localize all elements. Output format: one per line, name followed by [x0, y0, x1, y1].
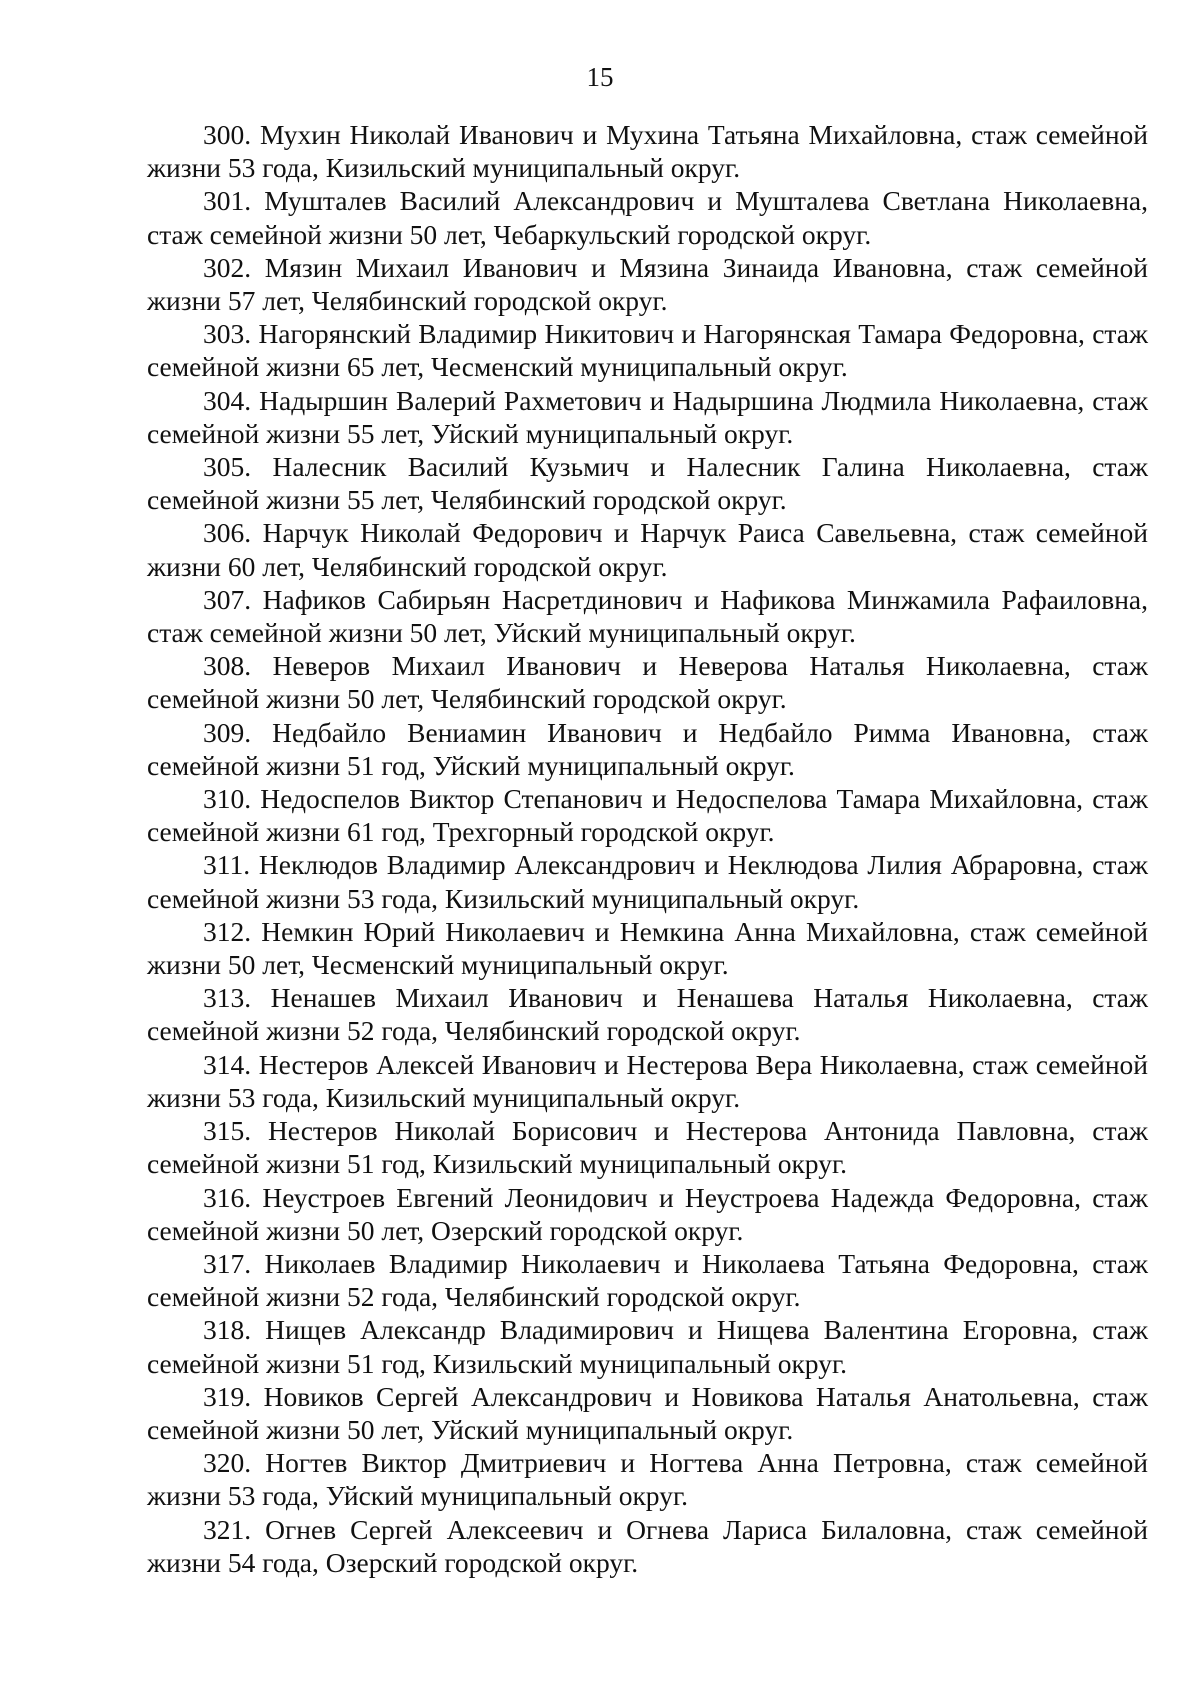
list-item: 303. Нагорянский Владимир Никитович и Нагорянская Тамара Федоровна, стаж семейной жизни 65 лет, Чесменский муниципальный округ.	[147, 318, 1148, 383]
list-item: 319. Новиков Сергей Александрович и Новикова Наталья Анатольевна, стаж семейной жизни 50 лет, Уйский муниципальный округ.	[147, 1380, 1148, 1445]
list-item: 320. Ногтев Виктор Дмитриевич и Ногтева Анна Петровна, стаж семейной жизни 53 года, Уйский муниципальный округ.	[147, 1447, 1148, 1512]
page-number: 15	[586, 62, 614, 92]
list-item: 321. Огнев Сергей Алексеевич и Огнева Лариса Билаловна, стаж семейной жизни 54 года, Озерский городской округ.	[147, 1513, 1148, 1578]
list-item: 306. Нарчук Николай Федорович и Нарчук Раиса Савельевна, стаж семейной жизни 60 лет, Челябинский городской округ.	[147, 517, 1148, 582]
list-item: 309. Недбайло Вениамин Иванович и Недбайло Римма Ивановна, стаж семейной жизни 51 год, Уйский муниципальный округ.	[147, 716, 1148, 781]
list-item: 318. Нищев Александр Владимирович и Нищева Валентина Егоровна, стаж семейной жизни 51 год, Кизильский муниципальный округ.	[147, 1314, 1148, 1379]
list-item: 302. Мязин Михаил Иванович и Мязина Зинаида Ивановна, стаж семейной жизни 57 лет, Челябинский городской округ.	[147, 251, 1148, 317]
list-item: 312. Немкин Юрий Николаевич и Немкина Анна Михайловна, стаж семейной жизни 50 лет, Чесменский муниципальный округ.	[147, 915, 1148, 981]
list-item: 301. Мушталев Василий Александрович и Мушталева Светлана Николаевна, стаж семейной жизни 50 лет, Чебаркульский городской округ.	[147, 185, 1148, 250]
list-item: 307. Нафиков Сабирьян Насретдинович и Нафикова Минжамила Рафаиловна, стаж семейной жизни 50 лет, Уйский муниципальный округ.	[147, 583, 1148, 649]
list-item: 310. Недоспелов Виктор Степанович и Недоспелова Тамара Михайловна, стаж семейной жизни 61 год, Трехгорный городской округ.	[147, 783, 1148, 848]
list-item: 315. Нестеров Николай Борисович и Нестерова Антонида Павловна, стаж семейной жизни 51 год, Кизильский муниципальный округ.	[147, 1115, 1148, 1180]
list-item: 300. Мухин Николай Иванович и Мухина Татьяна Михайловна, стаж семейной жизни 53 года, Кизильский муниципальный округ.	[147, 119, 1148, 184]
list-item: 308. Неверов Михаил Иванович и Неверова Наталья Николаевна, стаж семейной жизни 50 лет, Челябинский городской округ.	[147, 650, 1148, 715]
list-item: 317. Николаев Владимир Николаевич и Николаева Татьяна Федоровна, стаж семейной жизни 52 года, Челябинский городской округ.	[147, 1247, 1148, 1313]
list-item: 311. Неклюдов Владимир Александрович и Неклюдова Лилия Абраровна, стаж семейной жизни 53 года, Кизильский муниципальный округ.	[147, 849, 1148, 914]
list-item: 313. Ненашев Михаил Иванович и Ненашева Наталья Николаевна, стаж семейной жизни 52 года, Челябинский городской округ.	[147, 982, 1148, 1047]
award-list	[147, 118, 1148, 1579]
list-item: 316. Неустроев Евгений Леонидович и Неустроева Надежда Федоровна, стаж семейной жизни 50 лет, Озерский городской округ.	[147, 1181, 1148, 1246]
list-item: 314. Нестеров Алексей Иванович и Нестерова Вера Николаевна, стаж семейной жизни 53 года, Кизильский муниципальный округ.	[147, 1048, 1148, 1113]
list-item: 305. Налесник Василий Кузьмич и Налесник Галина Николаевна, стаж семейной жизни 55 лет, Челябинский городской округ.	[147, 451, 1148, 516]
list-item: 304. Надыршин Валерий Рахметович и Надыршина Людмила Николаевна, стаж семейной жизни 55 лет, Уйский муниципальный округ.	[147, 384, 1148, 449]
